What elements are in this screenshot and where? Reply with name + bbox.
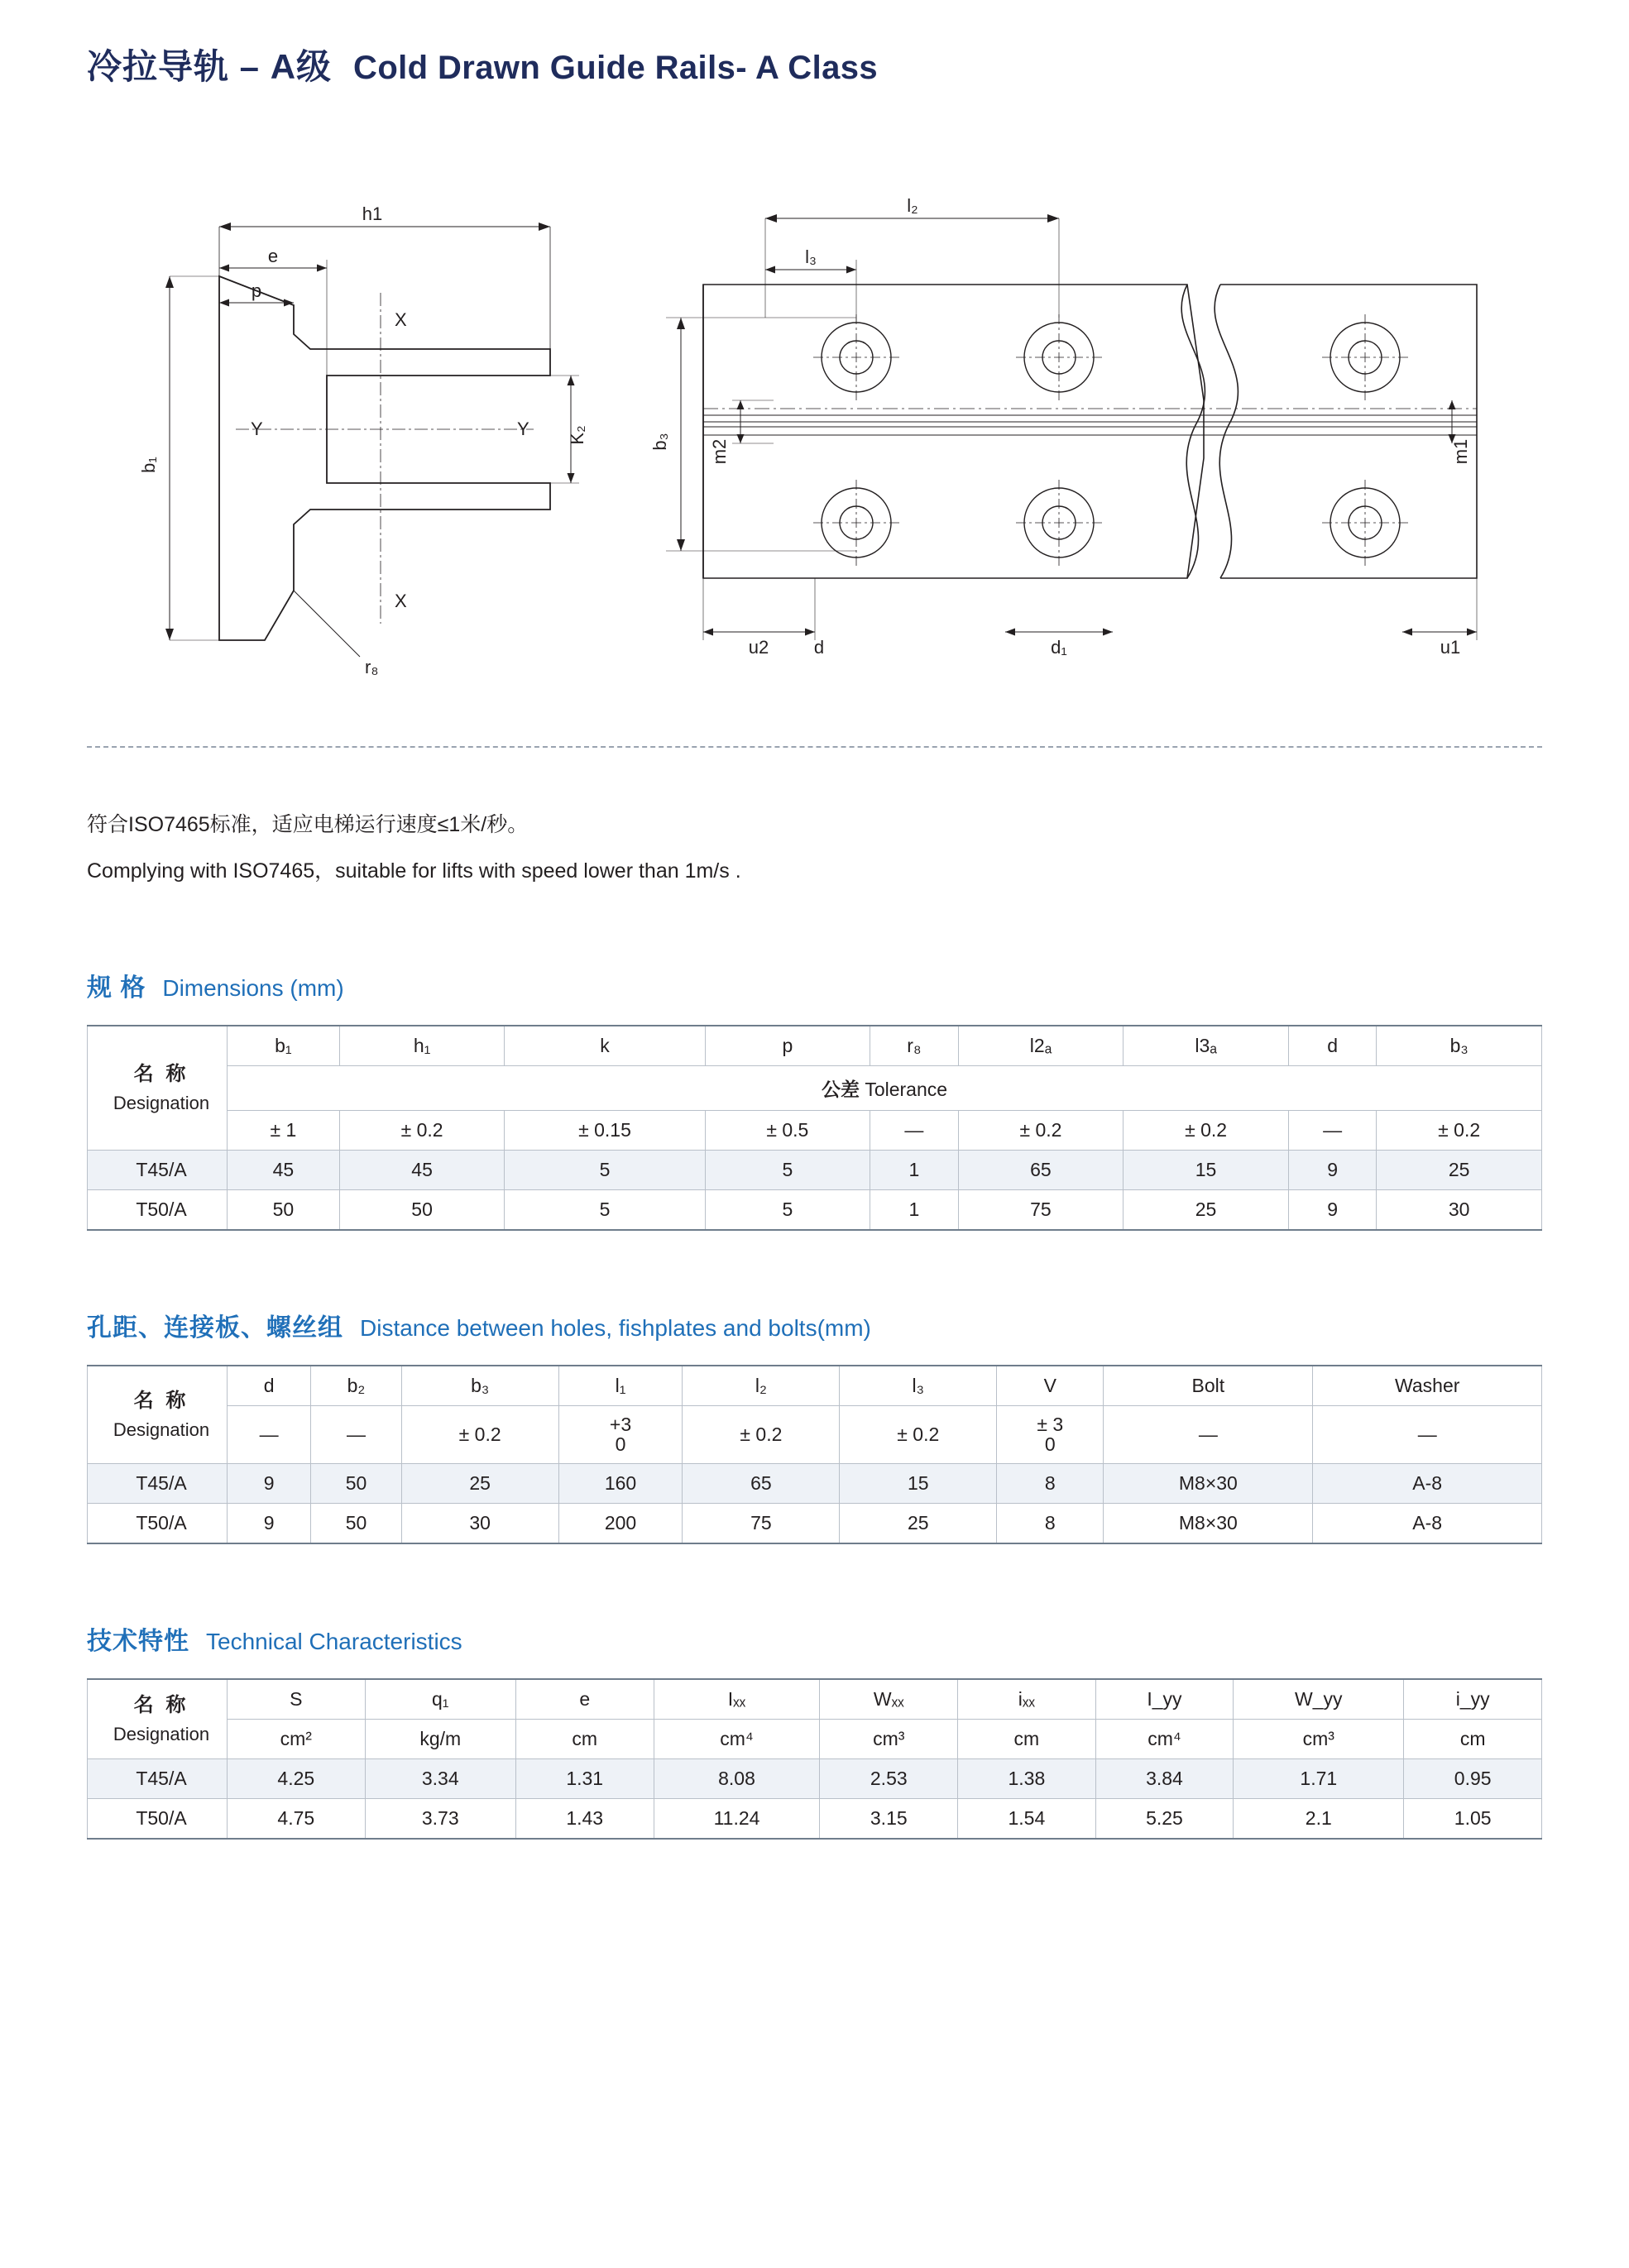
cell-value: 8 [997, 1464, 1104, 1504]
cell-value: 25 [401, 1464, 558, 1504]
cell-value: M8×30 [1104, 1464, 1313, 1504]
cell-value: 2.53 [820, 1759, 958, 1799]
col-header: q₁ [365, 1679, 515, 1720]
note-cn: 符合ISO7465标准，适应电梯运行速度≤1米/秒。 [87, 813, 529, 836]
col-header: Iₓₓ [654, 1679, 820, 1720]
tolerance-bottom: 0 [1044, 1433, 1056, 1456]
cell-value: 25 [840, 1504, 997, 1544]
col-header: Washer [1313, 1366, 1542, 1406]
cell-value: 65 [683, 1464, 840, 1504]
cell-value: 45 [228, 1150, 340, 1189]
table-row [88, 1759, 1542, 1799]
col-header: r₈ [870, 1026, 958, 1066]
unit-value: cm [1404, 1720, 1542, 1759]
col-header: I_yy [1095, 1679, 1234, 1720]
cell-value: 9 [1288, 1189, 1376, 1230]
col-header: l₃ [840, 1366, 997, 1406]
tolerance-value: — [870, 1110, 958, 1150]
cell-value: 2.1 [1234, 1799, 1404, 1840]
cell-value: M8×30 [1104, 1504, 1313, 1544]
tolerance-bottom: — [346, 1423, 366, 1445]
designation-header [88, 1679, 228, 1759]
unit-value: cm [958, 1720, 1096, 1759]
tolerance-value [1313, 1405, 1542, 1464]
unit-value: cm [515, 1720, 654, 1759]
cell-value: 8 [997, 1504, 1104, 1544]
label-x-bottom: X [395, 591, 407, 611]
tolerance-top: ± 3 [1037, 1413, 1064, 1435]
page-title-cn: 冷拉导轨 – A级 [87, 47, 333, 86]
section-heading-dimensions-cn: 规 格 [87, 974, 146, 1002]
unit-value: kg/m [365, 1720, 515, 1759]
col-header: iₓₓ [958, 1679, 1096, 1720]
label-y-left: Y [251, 419, 263, 439]
page-title-en: Cold Drawn Guide Rails- A Class [353, 50, 879, 86]
cell-value: 4.25 [228, 1759, 366, 1799]
label-e: e [267, 246, 279, 266]
tolerance-bottom: — [259, 1423, 279, 1445]
tolerance-value [840, 1405, 997, 1464]
designation-header-cn: 名 称 [133, 1062, 189, 1085]
cell-value: 50 [311, 1504, 401, 1544]
cell-value: 50 [228, 1189, 340, 1230]
table-row [88, 1150, 1542, 1189]
col-header: h₁ [339, 1026, 505, 1066]
cell-value: 1.43 [515, 1799, 654, 1840]
tolerance-bottom: ± 0.2 [458, 1423, 501, 1445]
section-heading-dimensions-en: Dimensions (mm) [162, 974, 344, 1001]
cell-value: 15 [1124, 1150, 1289, 1189]
tolerance-value: ± 0.2 [339, 1110, 505, 1150]
table-row [88, 1189, 1542, 1230]
cell-value: 50 [339, 1189, 505, 1230]
label-u2: u2 [748, 637, 769, 658]
tolerance-value [228, 1405, 311, 1464]
unit-value: cm² [228, 1720, 366, 1759]
cell-value: 5 [705, 1189, 870, 1230]
label-r8: r₈ [365, 657, 379, 677]
section-heading-holes [87, 1307, 1542, 1343]
label-l3: l₃ [805, 246, 817, 267]
col-header: b₂ [311, 1366, 401, 1406]
col-header: i_yy [1404, 1679, 1542, 1720]
designation-header-en: Designation [113, 1092, 210, 1113]
cell-value: 75 [958, 1189, 1124, 1230]
cell-value: A-8 [1313, 1504, 1542, 1544]
section-heading-holes-cn: 孔距、连接板、螺丝组 [87, 1313, 343, 1342]
label-b3: b₃ [649, 433, 670, 451]
col-header: V [997, 1366, 1104, 1406]
cell-value: 3.15 [820, 1799, 958, 1840]
label-p: p [251, 280, 262, 301]
tolerance-value [401, 1405, 558, 1464]
model-name: T50/A [88, 1799, 228, 1840]
tolerance-label-en: Tolerance [865, 1078, 948, 1100]
col-header: b₃ [401, 1366, 558, 1406]
label-y-right: Y [517, 419, 529, 439]
unit-value: cm³ [820, 1720, 958, 1759]
unit-value: cm³ [1234, 1720, 1404, 1759]
label-u1: u1 [1440, 637, 1461, 658]
label-x-top: X [395, 309, 407, 330]
holes-table [87, 1365, 1542, 1545]
cell-value: 1 [870, 1189, 958, 1230]
drawing-svg [87, 127, 1543, 706]
cell-value: 5.25 [1095, 1799, 1234, 1840]
table-header-row [88, 1026, 1542, 1066]
col-header: l3ₐ [1124, 1026, 1289, 1066]
note-en: Complying with ISO7465，suitable for lifts with speed lower than 1m/s . [87, 859, 741, 883]
table-row [88, 1504, 1542, 1544]
tolerance-values-row [88, 1405, 1542, 1464]
tolerance-top: +3 [609, 1413, 632, 1435]
cell-value: 1.05 [1404, 1799, 1542, 1840]
cell-value: 5 [505, 1150, 705, 1189]
designation-header-cn: 名 称 [133, 1694, 189, 1717]
col-header: e [515, 1679, 654, 1720]
col-header: d [1288, 1026, 1376, 1066]
cell-value: 30 [401, 1504, 558, 1544]
tolerance-value: ± 0.2 [1124, 1110, 1289, 1150]
cell-value: 9 [1288, 1150, 1376, 1189]
section-heading-technical-en: Technical Characteristics [206, 1629, 462, 1655]
tolerance-value [311, 1405, 401, 1464]
technical-drawing [87, 127, 1542, 739]
designation-header [88, 1366, 228, 1464]
label-k2: K₂ [567, 425, 587, 445]
tolerance-bottom: 0 [615, 1433, 626, 1456]
tolerance-bottom: — [1198, 1423, 1218, 1445]
table-header-row [88, 1366, 1542, 1406]
page-title [87, 0, 1542, 89]
cell-value: 200 [558, 1504, 683, 1544]
tolerance-value: ± 0.2 [958, 1110, 1124, 1150]
label-b1: b₁ [138, 457, 159, 473]
col-header: l₁ [558, 1366, 683, 1406]
section-heading-technical-cn: 技术特性 [87, 1628, 189, 1656]
label-m1: m1 [1450, 438, 1471, 465]
cell-value: 15 [840, 1464, 997, 1504]
cell-value: 3.84 [1095, 1759, 1234, 1799]
tolerance-value [997, 1405, 1104, 1464]
tolerance-value: ± 0.5 [705, 1110, 870, 1150]
col-header: p [705, 1026, 870, 1066]
cell-value: 3.34 [365, 1759, 515, 1799]
label-l2: l₂ [907, 195, 918, 216]
cell-value: 25 [1124, 1189, 1289, 1230]
tolerance-value: ± 0.15 [505, 1110, 705, 1150]
cell-value: 11.24 [654, 1799, 820, 1840]
col-header: b₃ [1377, 1026, 1542, 1066]
model-name: T50/A [88, 1189, 228, 1230]
section-heading-holes-en: Distance between holes, fishplates and bolts(mm) [360, 1314, 871, 1341]
technical-table [87, 1678, 1542, 1840]
designation-header-en: Designation [113, 1724, 210, 1745]
table-header-row [88, 1679, 1542, 1720]
tolerance-value: ± 0.2 [1377, 1110, 1542, 1150]
cell-value: 75 [683, 1504, 840, 1544]
designation-header-en: Designation [113, 1419, 210, 1440]
col-header: d [228, 1366, 311, 1406]
tolerance-label [228, 1065, 1542, 1110]
tolerance-value: — [1288, 1110, 1376, 1150]
cell-value: 5 [705, 1150, 870, 1189]
model-name: T45/A [88, 1464, 228, 1504]
cell-value: 8.08 [654, 1759, 820, 1799]
cell-value: 0.95 [1404, 1759, 1542, 1799]
tolerance-value [558, 1405, 683, 1464]
col-header: Bolt [1104, 1366, 1313, 1406]
section-heading-dimensions [87, 967, 1542, 1003]
cell-value: 1.54 [958, 1799, 1096, 1840]
col-header: k [505, 1026, 705, 1066]
cell-value: 30 [1377, 1189, 1542, 1230]
cell-value: 25 [1377, 1150, 1542, 1189]
cell-value: 160 [558, 1464, 683, 1504]
tolerance-label-row [88, 1065, 1542, 1110]
col-header: l2ₐ [958, 1026, 1124, 1066]
tolerance-bottom: ± 0.2 [740, 1423, 783, 1445]
model-name: T45/A [88, 1150, 228, 1189]
designation-header-cn: 名 称 [133, 1389, 189, 1412]
label-d: d [813, 637, 825, 658]
col-header: Wₓₓ [820, 1679, 958, 1720]
model-name: T50/A [88, 1504, 228, 1544]
tolerance-value [1104, 1405, 1313, 1464]
tolerance-values-row [88, 1110, 1542, 1150]
cell-value: 1 [870, 1150, 958, 1189]
tolerance-bottom: ± 0.2 [897, 1423, 940, 1445]
section-divider [87, 746, 1542, 748]
cell-value: 65 [958, 1150, 1124, 1189]
notes-block [87, 806, 1542, 891]
label-m2: m2 [709, 438, 730, 465]
cell-value: 9 [228, 1504, 311, 1544]
cell-value: 1.71 [1234, 1759, 1404, 1799]
col-header: l₂ [683, 1366, 840, 1406]
cell-value: 5 [505, 1189, 705, 1230]
col-header: b₁ [228, 1026, 340, 1066]
cell-value: 1.31 [515, 1759, 654, 1799]
dimensions-table [87, 1025, 1542, 1231]
designation-header [88, 1026, 228, 1151]
table-row [88, 1799, 1542, 1840]
unit-value: cm⁴ [654, 1720, 820, 1759]
col-header: S [228, 1679, 366, 1720]
label-h1: h1 [362, 203, 383, 224]
table-row [88, 1464, 1542, 1504]
cell-value: 50 [311, 1464, 401, 1504]
col-header: W_yy [1234, 1679, 1404, 1720]
section-heading-technical [87, 1620, 1542, 1657]
tolerance-value [683, 1405, 840, 1464]
cell-value: 9 [228, 1464, 311, 1504]
cell-value: A-8 [1313, 1464, 1542, 1504]
label-d1: d₁ [1051, 637, 1067, 658]
tolerance-label-cn: 公差 [821, 1078, 860, 1100]
cell-value: 1.38 [958, 1759, 1096, 1799]
unit-value: cm⁴ [1095, 1720, 1234, 1759]
tolerance-value: ± 1 [228, 1110, 340, 1150]
cell-value: 45 [339, 1150, 505, 1189]
model-name: T45/A [88, 1759, 228, 1799]
cell-value: 4.75 [228, 1799, 366, 1840]
units-row [88, 1720, 1542, 1759]
tolerance-bottom: — [1417, 1423, 1437, 1445]
cell-value: 3.73 [365, 1799, 515, 1840]
